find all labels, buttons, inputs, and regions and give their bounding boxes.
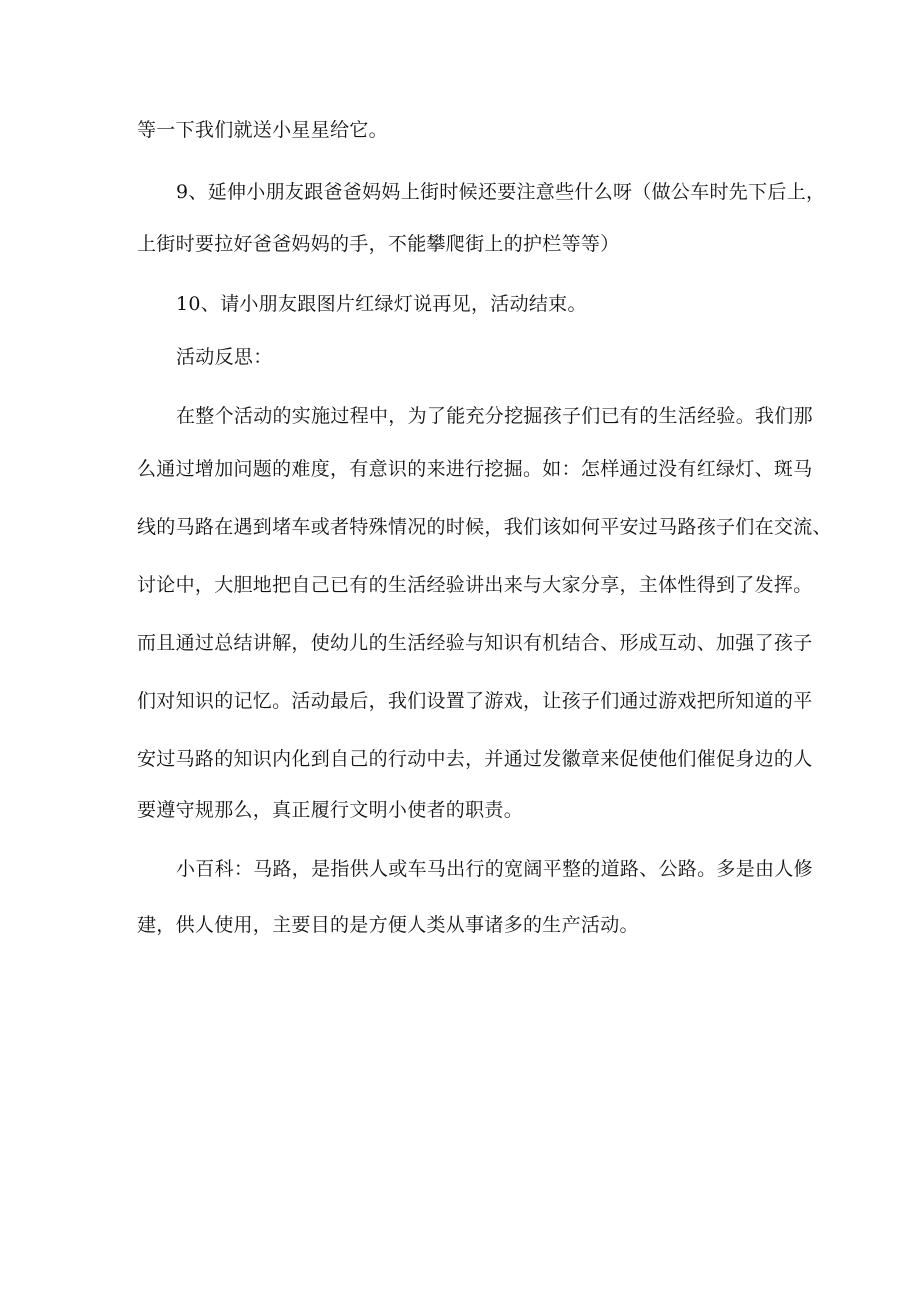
text-line: 线的马路在遇到堵车或者特殊情况的时候，我们该如何平安过马路孩子们在交流、 [137,516,832,538]
text-line: 等一下我们就送小星星给它。 [137,119,388,141]
text-line: 们对知识的记忆。活动最后，我们设置了游戏，让孩子们通过游戏把所知道的平 [137,690,813,712]
text-line: 讨论中，大胆地把自己已有的生活经验讲出来与大家分享，主体性得到了发挥。 [137,574,813,596]
text-line: 10、请小朋友跟图片红绿灯说再见，活动结束。 [176,293,587,315]
text-line: 9、延伸小朋友跟爸爸妈妈上街时候还要注意些什么呀（做公车时先下后上， [176,181,826,203]
text-line: 在整个活动的实施过程中，为了能充分挖掘孩子们已有的生活经验。我们那 [176,405,813,427]
text-line: 建，供人使用，主要目的是方便人类从事诸多的生产活动。 [137,914,639,936]
text-line: 上街时要拉好爸爸妈妈的手，不能攀爬街上的护栏等等） [137,233,620,255]
section-heading: 活动反思： [176,346,273,368]
text-line: 小百科：马路，是指供人或车马出行的宽阔平整的道路、公路。多是由人修 [176,858,813,880]
text-line: 而且通过总结讲解，使幼儿的生活经验与知识有机结合、形成互动、加强了孩子 [137,632,813,654]
text-line: 要遵守规那么，真正履行文明小使者的职责。 [137,799,524,821]
text-line: 么通过增加问题的难度，有意识的来进行挖掘。如：怎样通过没有红绿灯、斑马 [137,458,813,480]
text-line: 安过马路的知识内化到自己的行动中去，并通过发徽章来促使他们催促身边的人 [137,748,813,770]
